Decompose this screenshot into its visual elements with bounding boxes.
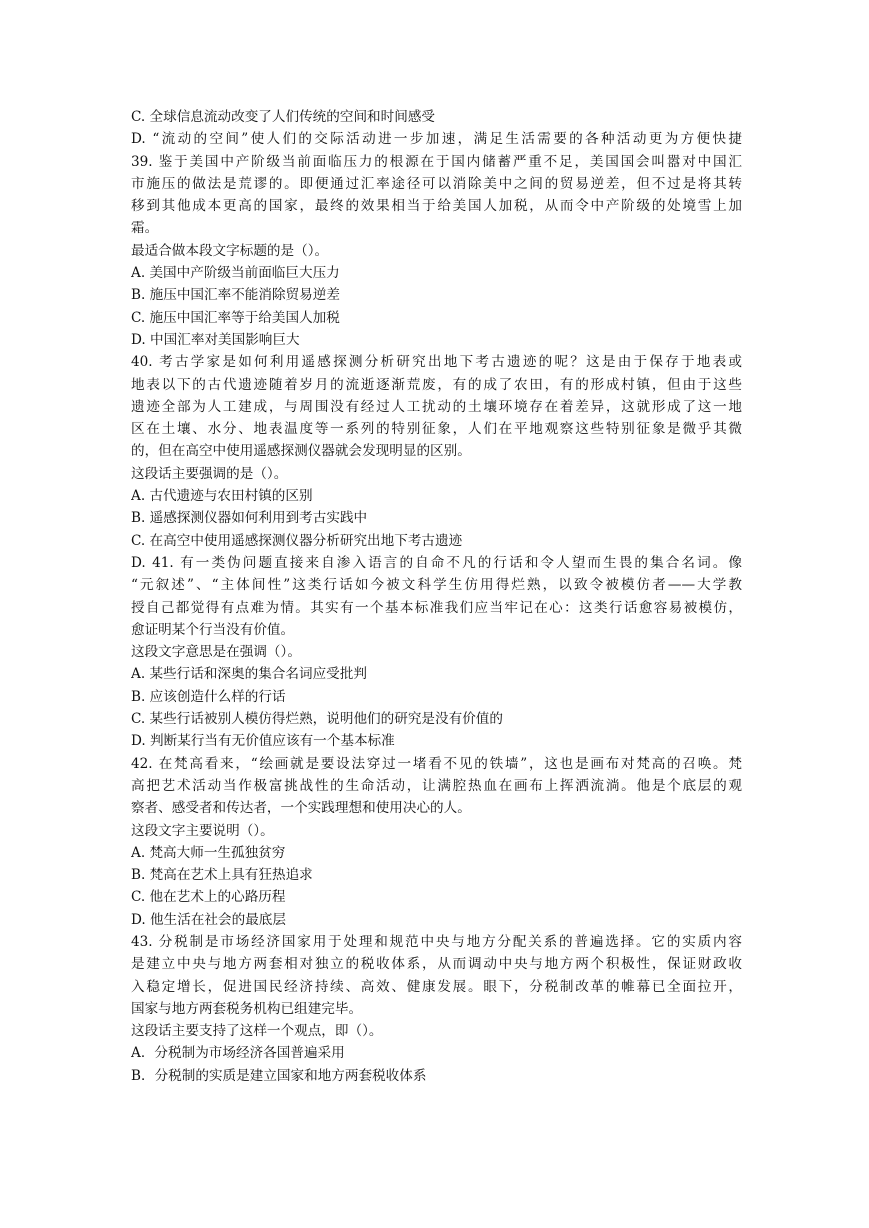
text-line: 国家与地方两套税务机构已组建完毕。 <box>131 1000 363 1017</box>
text-line: B. 应该创造什么样的行话 <box>131 688 286 705</box>
document-page <box>131 106 742 1087</box>
text-line: D. 他生活在社会的最底层 <box>131 911 286 928</box>
text-line: D. 41. 有一类伪问题直接来自渗入语言的自命不凡的行话和令人望而生畏的集合名词。像 <box>131 554 742 571</box>
text-line: 高把艺术活动当作极富挑战性的生命活动，让满腔热血在画布上挥洒流淌。他是个底层的观 <box>131 777 742 794</box>
text-line: C. 施压中国汇率等于给美国人加税 <box>131 309 340 326</box>
text-line: B．分税制的实质是建立国家和地方两套税收体系 <box>131 1067 427 1084</box>
text-line: 愈证明某个行当没有价值。 <box>131 621 295 638</box>
text-line: 遗迹全部为人工建成，与周围没有经过人工扰动的土壤环境存在着差异，这就形成了这一地 <box>131 398 742 415</box>
text-line: 这段话主要支持了这样一个观点，即（）。 <box>131 1023 383 1040</box>
text-line: 39. 鉴于美国中产阶级当前面临压力的根源在于国内储蓄严重不足，美国国会叫嚣对中国汇 <box>131 153 742 170</box>
text-line: D. 判断某行当有无价值应该有一个基本标准 <box>131 733 395 750</box>
text-line: 43. 分税制是市场经济国家用于处理和规范中央与地方分配关系的普遍选择。它的实质内容 <box>131 933 742 950</box>
text-line: D. “流动的空间”使人们的交际活动进一步加速，满足生活需要的各种活动更为方便快捷 <box>131 131 742 148</box>
text-line: 地表以下的古代遗迹随着岁月的流逝逐渐荒废，有的成了农田，有的形成村镇，但由于这些 <box>131 376 742 393</box>
text-line: 这段文字意思是在强调（）。 <box>131 644 301 661</box>
text-line: B. 施压中国汇率不能消除贸易逆差 <box>131 287 340 304</box>
text-line: C. 他在艺术上的心路历程 <box>131 889 286 906</box>
text-line: 的，但在高空中使用遥感探测仪器就会发现明显的区别。 <box>131 443 471 460</box>
text-line: 区在土壤、水分、地表温度等一系列的特别征象，人们在平地观察这些特别征象是微乎其微 <box>131 421 742 438</box>
text-line: 42. 在梵高看来，“绘画就是要设法穿过一堵看不见的铁墙”，这也是画布对梵高的召唤。梵 <box>131 755 742 772</box>
text-line: 市施压的做法是荒谬的。即便通过汇率途径可以消除美中之间的贸易逆差，但不过是将其转 <box>131 175 742 192</box>
text-line: 察者、感受者和传达者，一个实践理想和使用决心的人。 <box>131 800 471 817</box>
text-line: A. 美国中产阶级当前面临巨大压力 <box>131 265 340 282</box>
text-line: A. 某些行话和深奥的集合名词应受批判 <box>131 666 367 683</box>
text-line: D. 中国汇率对美国影响巨大 <box>131 331 300 348</box>
text-line: “元叙述”、“主体间性”这类行话如今被文科学生仿用得烂熟，以致令被模仿者——大学教 <box>131 577 742 594</box>
text-line: 40. 考古学家是如何利用遥感探测分析研究出地下考古遗迹的呢？这是由于保存于地表或 <box>131 354 742 371</box>
text-line: 这段话主要强调的是（）。 <box>131 465 288 482</box>
text-line: C. 在高空中使用遥感探测仪器分析研究出地下考古遗迹 <box>131 532 463 549</box>
text-line: 入稳定增长，促进国民经济持续、高效、健康发展。眼下，分税制改革的帷幕已全面拉开， <box>131 978 742 995</box>
text-line: 授自己都觉得有点难为情。其实有一个基本标准我们应当牢记在心：这类行话愈容易被模仿， <box>131 599 742 616</box>
text-line: B. 梵高在艺术上具有狂热追求 <box>131 867 313 884</box>
text-line: 是建立中央与地方两套相对独立的税收体系，从而调动中央与地方两个积极性，保证财政收 <box>131 956 742 973</box>
text-line: 这段文字主要说明（）。 <box>131 822 274 839</box>
text-line: A. 古代遗迹与农田村镇的区别 <box>131 488 313 505</box>
text-line: B. 遥感探测仪器如何利用到考古实践中 <box>131 510 368 527</box>
text-line: 霜。 <box>131 220 159 237</box>
text-line: A. 梵高大师一生孤独贫穷 <box>131 844 286 861</box>
text-line: C. 全球信息流动改变了人们传统的空间和时间感受 <box>131 109 436 125</box>
text-line: 最适合做本段文字标题的是（）。 <box>131 242 329 259</box>
text-line: C. 某些行话被别人模仿得烂熟，说明他们的研究是没有价值的 <box>131 711 503 728</box>
text-line: A．分税制为市场经济各国普遍采用 <box>131 1045 345 1062</box>
text-line: 移到其他成本更高的国家，最终的效果相当于给美国人加税，从而令中产阶级的处境雪上加 <box>131 198 742 215</box>
